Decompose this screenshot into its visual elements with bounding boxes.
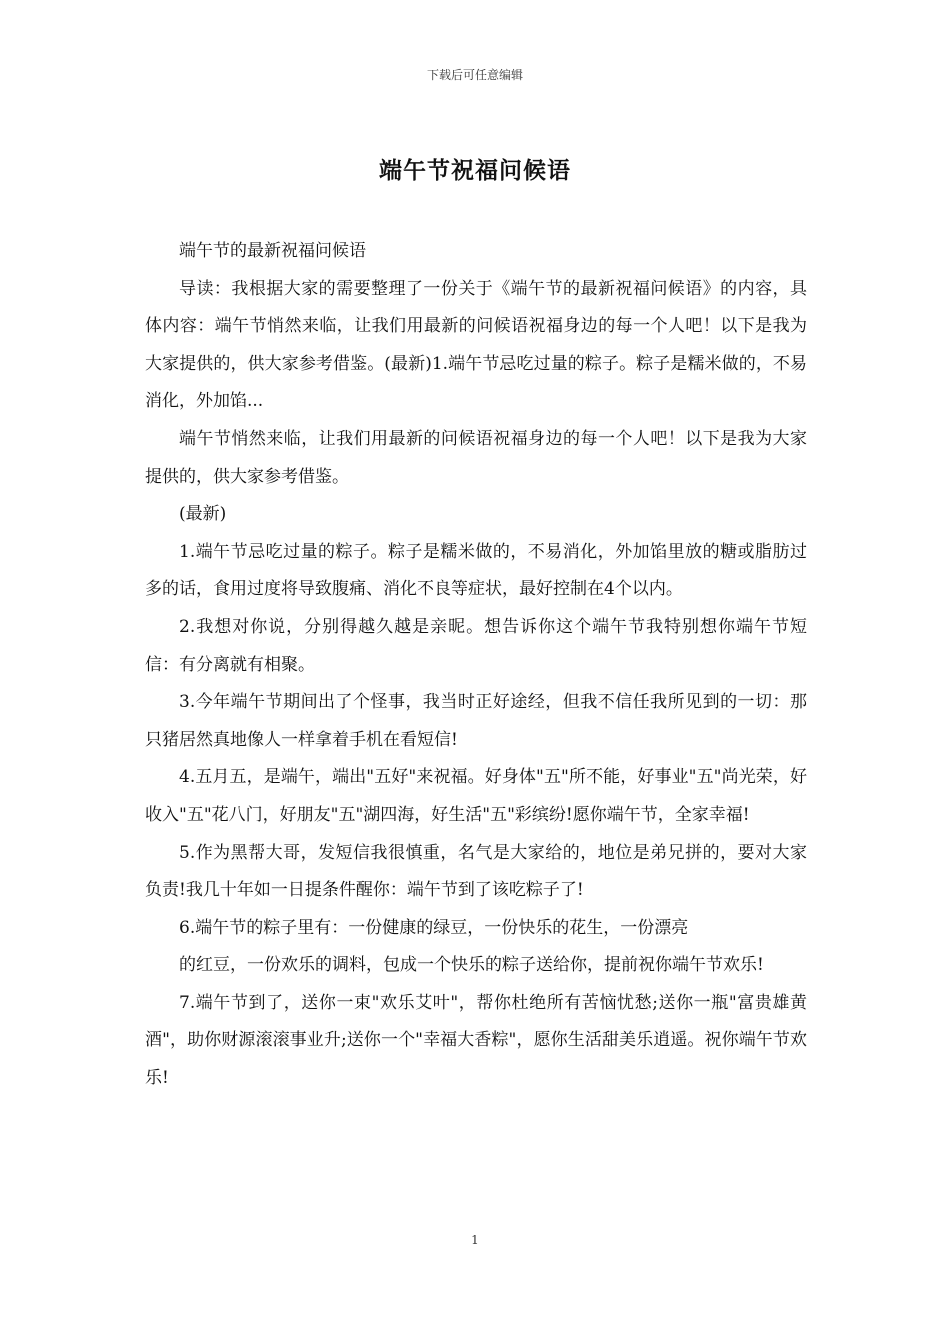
greeting-item-6-continued: 的红豆，一份欢乐的调料，包成一个快乐的粽子送给你，提前祝你端午节欢乐!: [179, 955, 764, 976]
greeting-item-7: 7.端午节到了，送你一束"欢乐艾叶"，帮你杜绝所有苦恼忧愁;送你一瓶"富贵雄黄酒"，助你财源滚滚事业升;送你一个"幸福大香粽"，愿你生活甜美乐逍遥。祝你端午节欢乐!: [145, 992, 807, 1089]
body-paragraph: (最新): [179, 504, 227, 525]
greeting-item-5: 5.作为黑帮大哥，发短信我很慎重，名气是大家给的，地位是弟兄拼的，要对大家负责!我几十年如一日提条件醒你：端午节到了该吃粽子了!: [145, 842, 807, 901]
greeting-item-6: 6.端午节的粽子里有：一份健康的绿豆，一份快乐的花生，一份漂亮: [179, 917, 689, 938]
document-body: [145, 233, 807, 1098]
body-paragraph: 端午节悄然来临，让我们用最新的问候语祝福身边的每一个人吧！以下是我为大家提供的，供大家参考借鉴。: [145, 428, 807, 487]
greeting-item-3: 3.今年端午节期间出了个怪事，我当时正好途经，但我不信任我所见到的一切：那只猪居然真地像人一样拿着手机在看短信!: [145, 692, 807, 750]
greeting-item-2: 2.我想对你说，分别得越久越是亲昵。想告诉你这个端午节我特别想你端午节短信：有分离就有相聚。: [145, 616, 807, 675]
greeting-item-1: 1.端午节忌吃过量的粽子。粽子是糯米做的，不易消化，外加馅里放的糖或脂肪过多的话，食用过度将导致腹痛、消化不良等症状，最好控制在4个以内。: [145, 541, 807, 600]
subtitle-paragraph: 端午节的最新祝福问候语: [179, 241, 366, 261]
page-number: 1: [471, 1233, 479, 1247]
intro-paragraph: 导读：我根据大家的需要整理了一份关于《端午节的最新祝福问候语》的内容，具体内容：端午节悄然来临，让我们用最新的问候语祝福身边的每一个人吧！以下是我为大家提供的，供大家参考借鉴。(最新)1.端午节忌吃过量的粽子。粽子是糯米做的，不易消化，外加馅...: [145, 278, 807, 412]
document-title: 端午节祝福问候语: [379, 157, 571, 184]
header-note: 下载后可任意编辑: [426, 68, 523, 82]
greeting-item-4: 4.五月五，是端午，端出"五好"来祝福。好身体"五"所不能，好事业"五"尚光荣，好收入"五"花八门，好朋友"五"湖四海，好生活"五"彩缤纷!愿你端午节，全家幸福!: [145, 767, 807, 825]
